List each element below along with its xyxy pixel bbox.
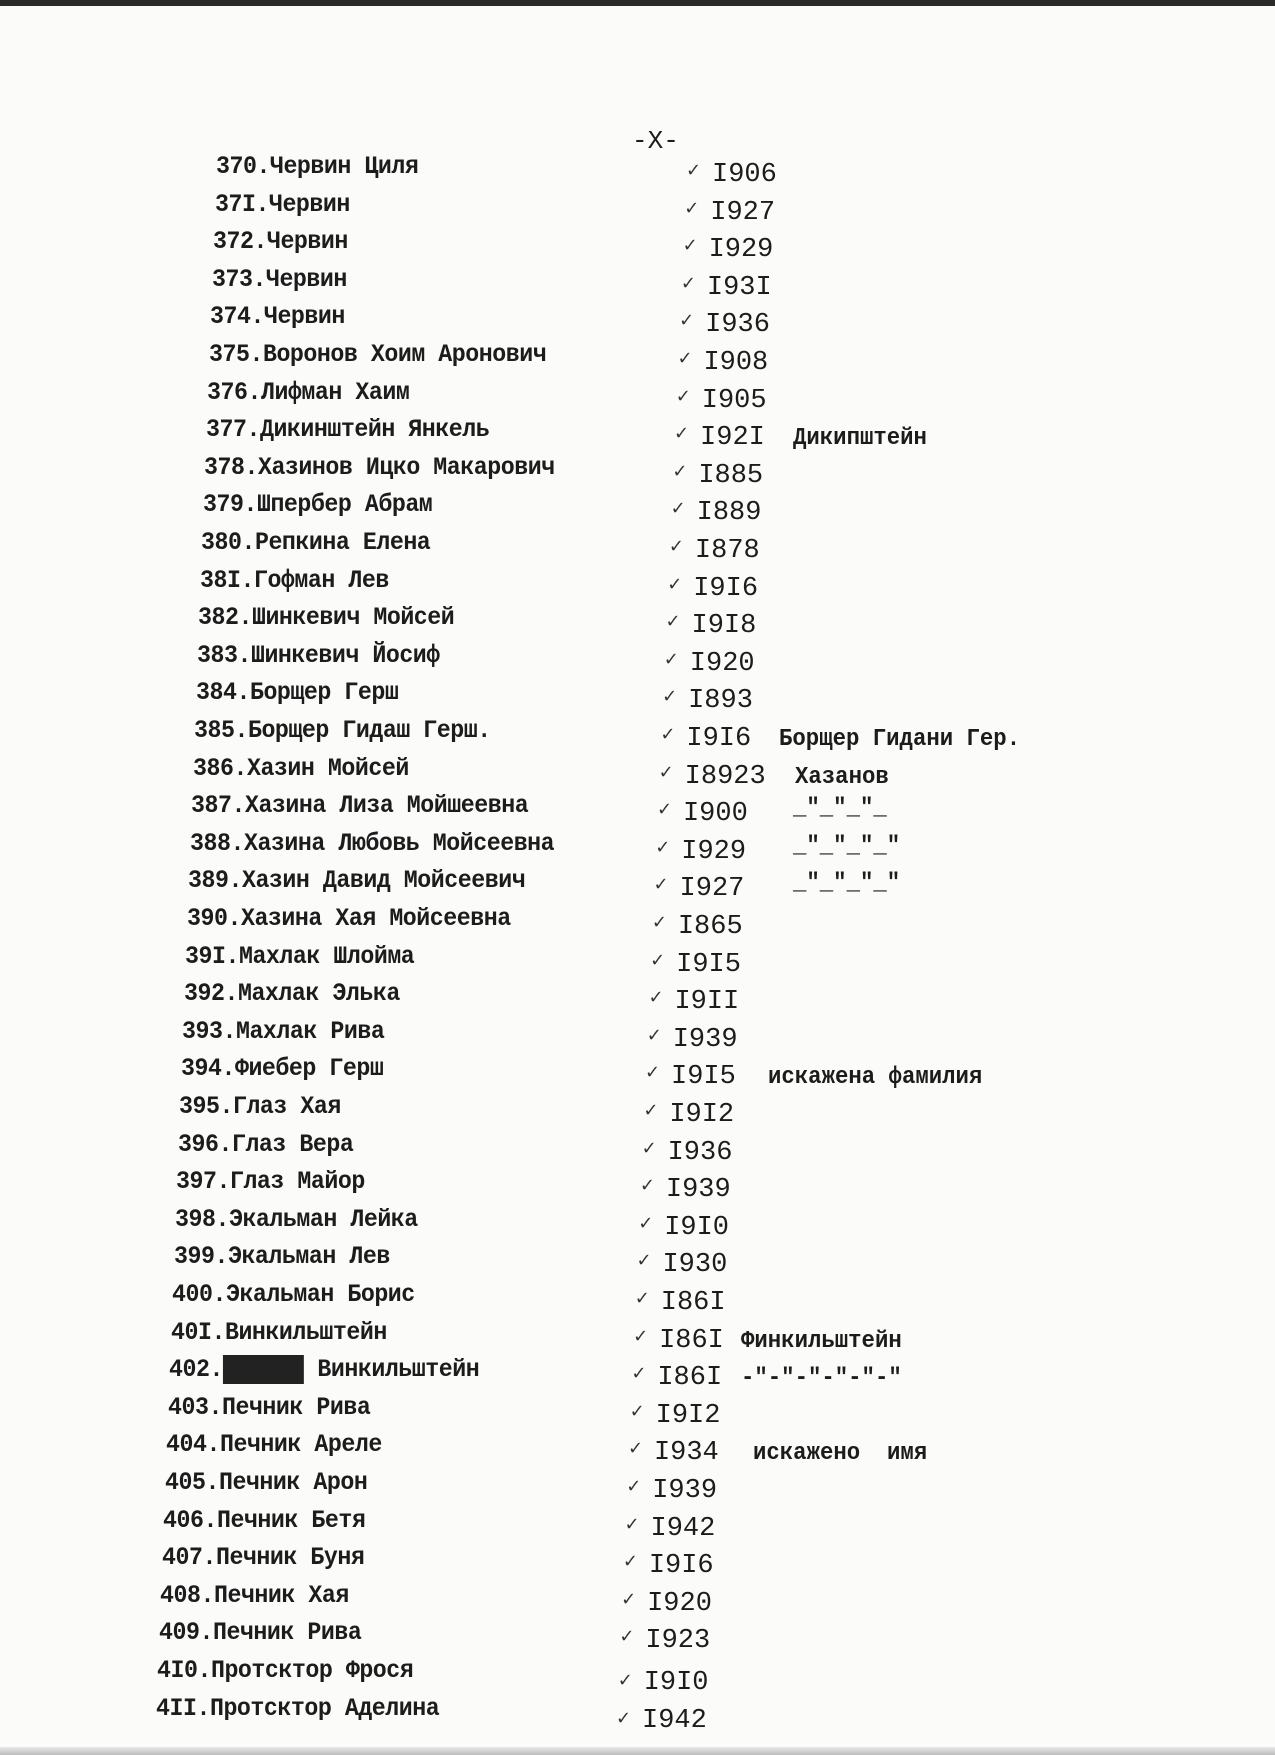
checkmark-icon: ✓ [626, 1476, 642, 1497]
entry-name [212, 265, 347, 294]
checkmark-icon: ✓ [667, 573, 683, 595]
birth-year: I906 [712, 160, 777, 190]
birth-year: I92I [700, 423, 765, 454]
entry-name [160, 1581, 349, 1610]
birth-year: I9I0 [643, 1668, 709, 1698]
entry-number: 379. [202, 490, 257, 520]
list-row [0, 1355, 1275, 1394]
birth-year: I9I8 [691, 611, 757, 642]
birth-year: I936 [705, 310, 770, 341]
entry-number: 408. [160, 1580, 215, 1610]
entry-name [197, 641, 440, 670]
list-row [0, 1280, 1275, 1316]
checkmark-icon: ✓ [656, 799, 673, 821]
entry-name [209, 340, 546, 369]
entry-name [156, 1694, 439, 1723]
entry-number: 390. [186, 904, 241, 933]
person-name: Глаз Вера [231, 1129, 354, 1159]
entry-name [200, 566, 389, 595]
entry-number: 400. [172, 1280, 227, 1309]
entry-number: 4I0. [157, 1656, 212, 1685]
entry-name [171, 1318, 387, 1347]
list-row [0, 1393, 1275, 1429]
checkmark-icon: ✓ [675, 385, 691, 407]
list-row [0, 415, 1275, 454]
list-row [0, 1618, 1275, 1657]
entry-number: 380. [201, 528, 256, 557]
correction-note: _"_"_"_ [793, 795, 887, 823]
checkmark-icon: ✓ [663, 648, 679, 670]
list-row [0, 942, 1275, 978]
entry-name [184, 979, 400, 1008]
list-row [0, 1167, 1275, 1206]
entry-name [213, 227, 348, 256]
person-name: Глаз Майор [230, 1167, 366, 1197]
list-row [0, 1092, 1275, 1128]
birth-year: I939 [665, 1175, 731, 1206]
entry-number: 407. [161, 1543, 216, 1573]
person-name: Шинкевич Йосиф [250, 640, 440, 670]
birth-year: I9I6 [686, 724, 752, 754]
list-row [0, 1318, 1275, 1354]
entry-name [190, 829, 554, 858]
checkmark-icon: ✓ [634, 1288, 650, 1309]
person-name: Махлак Рива [236, 1016, 385, 1046]
person-name: Червин [268, 189, 350, 219]
list-row [0, 716, 1275, 752]
entry-name [204, 453, 555, 482]
entry-number: 384. [195, 678, 250, 708]
list-row [0, 1581, 1275, 1617]
person-name: Лифман Хаим [261, 377, 410, 407]
correction-note: искажена фамилия [768, 1064, 983, 1092]
entry-name [185, 942, 414, 971]
entry-number: 409. [158, 1618, 213, 1648]
checkmark-icon: ✓ [655, 836, 671, 858]
list-row [0, 378, 1275, 414]
entry-number: 372. [213, 227, 268, 257]
birth-year: I9I6 [693, 573, 759, 604]
list-row [0, 1130, 1275, 1166]
entry-number: 374. [210, 302, 265, 332]
birth-year: I927 [710, 197, 776, 228]
person-name: Печник Хая [214, 1580, 350, 1610]
person-name: Хазина Лиза Мойшеевна [245, 791, 529, 821]
list-row [0, 603, 1275, 642]
list-row [0, 265, 1275, 301]
list-row [0, 791, 1275, 830]
scan-bottom-edge [0, 1747, 1275, 1755]
birth-year: I878 [694, 536, 760, 566]
entry-number: 4II. [156, 1693, 210, 1723]
person-name: Хазинов Ицко Макарович [258, 452, 555, 482]
birth-year: I93I [706, 272, 772, 303]
checkmark-icon: ✓ [627, 1438, 644, 1460]
birth-year: I930 [662, 1250, 728, 1281]
birth-year: I865 [677, 912, 743, 942]
person-name: Махлак Элька [237, 979, 400, 1009]
entry-number: 40I. [170, 1317, 225, 1347]
entry-name [169, 1355, 479, 1384]
correction-note: _"_"_"_" [793, 832, 901, 860]
person-name: Червин [267, 227, 348, 257]
entry-number: 37I. [214, 189, 269, 219]
checkmark-icon: ✓ [670, 498, 686, 520]
checkmark-icon: ✓ [639, 1175, 655, 1197]
person-name: Шинкевич Мойсей [252, 603, 455, 633]
birth-year: I889 [696, 498, 762, 529]
checkmark-icon: ✓ [641, 1137, 657, 1159]
checkmark-icon: ✓ [679, 310, 695, 332]
entry-name [194, 716, 491, 745]
birth-year: I920 [647, 1588, 712, 1619]
birth-year: I939 [652, 1476, 718, 1506]
checkmark-icon: ✓ [665, 611, 681, 633]
list-row [0, 904, 1275, 940]
entry-name [210, 302, 345, 331]
person-name: Шпербер Абрам [256, 490, 433, 520]
birth-year: I934 [653, 1438, 719, 1469]
birth-year: I905 [701, 385, 767, 416]
list-row [0, 1205, 1275, 1241]
entry-name [191, 791, 528, 820]
person-name: Протсктор Фрося [211, 1656, 414, 1685]
correction-note: Борщер Гидани Гер. [779, 726, 1021, 753]
correction-note: _"_"_"_" [793, 870, 901, 898]
entry-number: 38I. [199, 565, 254, 595]
entry-name [206, 415, 489, 444]
checkmark-icon: ✓ [650, 949, 666, 971]
person-name: Воронов Хоим Аронович [262, 340, 546, 369]
entry-name [159, 1618, 361, 1647]
correction-note: Хазанов [795, 763, 889, 791]
birth-year: I885 [698, 460, 764, 491]
entry-name [179, 1092, 341, 1121]
entry-name [166, 1430, 382, 1459]
person-name: Хазина Хая Мойсеевна [240, 904, 511, 933]
person-name: Винкильштейн [224, 1317, 387, 1347]
birth-year: I9I2 [655, 1400, 721, 1431]
checkmark-icon: ✓ [636, 1250, 652, 1272]
birth-year: I86I [657, 1363, 723, 1394]
checkmark-icon: ✓ [645, 1062, 661, 1084]
birth-year: I942 [650, 1513, 716, 1544]
entry-number: 398. [175, 1204, 229, 1234]
birth-year: I9I5 [671, 1062, 736, 1093]
struck-out-text: Виииии [223, 1355, 305, 1385]
list-row [0, 227, 1275, 266]
birth-year: I86I [660, 1288, 726, 1318]
birth-year: I939 [672, 1024, 738, 1055]
entry-name [216, 152, 418, 181]
entry-name [188, 866, 525, 895]
birth-year: I929 [681, 836, 747, 867]
list-row [0, 152, 1275, 188]
entry-number: 383. [196, 640, 251, 670]
birth-year: I86I [659, 1325, 724, 1356]
person-name: Махлак Шлойма [239, 941, 415, 971]
birth-year: I8923 [684, 761, 766, 792]
correction-note: Финкильштейн [741, 1327, 902, 1355]
entry-number: 404. [166, 1430, 221, 1460]
entry-name [207, 378, 409, 407]
person-name: Дикинштейн Янкель [259, 415, 489, 445]
list-row [0, 566, 1275, 602]
page-marker: -X- [632, 126, 679, 156]
checkmark-icon: ✓ [629, 1400, 645, 1422]
entry-name [201, 528, 430, 557]
entry-name [203, 490, 432, 519]
birth-year: I9I5 [676, 949, 741, 980]
entry-name [176, 1167, 365, 1196]
birth-year: I9I2 [669, 1100, 735, 1130]
list-row [0, 866, 1275, 905]
birth-year: I927 [679, 874, 745, 905]
person-name: Винкильштейн [317, 1355, 480, 1385]
entry-number: 382. [198, 603, 253, 633]
birth-year: I908 [703, 348, 769, 378]
person-name: Печник Ареле [220, 1430, 383, 1460]
person-name: Печник Арон [218, 1468, 368, 1497]
person-name: Борщер Гидаш Герш. [248, 716, 491, 745]
person-name: Протсктор Аделина [209, 1693, 440, 1723]
list-row [0, 1468, 1275, 1504]
list-row [0, 1543, 1275, 1582]
entry-number: 39I. [185, 941, 240, 971]
birth-year: I900 [682, 799, 748, 830]
entry-name [175, 1205, 418, 1234]
entry-name [215, 190, 350, 219]
entry-number: 406. [163, 1505, 218, 1535]
entry-name [187, 904, 511, 933]
person-name: Червин [264, 302, 346, 332]
entry-number: 389. [188, 866, 243, 896]
list-row [0, 754, 1275, 790]
entry-number: 405. [164, 1468, 219, 1497]
birth-year: I923 [645, 1626, 711, 1657]
entry-number: 396. [177, 1129, 232, 1159]
entry-number: 370. [216, 152, 270, 181]
entry-number: 402. [169, 1355, 224, 1385]
entry-number: 386. [192, 753, 247, 783]
person-name: Хазин Давид Мойсеевич [242, 866, 526, 896]
entry-number: 377. [205, 415, 260, 445]
entry-number: 378. [204, 452, 259, 482]
entry-name [157, 1656, 413, 1685]
checkmark-icon: ✓ [616, 1707, 632, 1729]
birth-year: I9I6 [648, 1551, 714, 1582]
scan-top-edge [0, 0, 1275, 6]
person-name: Червин Циля [269, 152, 419, 181]
birth-year: I929 [708, 235, 774, 266]
entry-number: 387. [191, 791, 246, 821]
person-name: Печник Буня [215, 1543, 365, 1573]
birth-year: I936 [667, 1137, 733, 1168]
list-row [0, 829, 1275, 865]
entry-name [165, 1468, 367, 1497]
checkmark-icon: ✓ [643, 1100, 659, 1121]
entry-number: 375. [208, 340, 263, 369]
list-row [0, 302, 1275, 341]
entry-name [181, 1054, 383, 1083]
list-row [0, 528, 1275, 564]
checkmark-icon: ✓ [684, 197, 700, 219]
checkmark-icon: ✓ [617, 1670, 633, 1691]
correction-note: искажено имя [753, 1440, 928, 1468]
correction-note: Дикипштейн [793, 425, 927, 453]
entry-number: 373. [211, 264, 266, 294]
entry-number: 403. [167, 1392, 222, 1422]
list-row [0, 340, 1275, 376]
checkmark-icon: ✓ [660, 724, 676, 745]
checkmark-icon: ✓ [653, 874, 669, 896]
checkmark-icon: ✓ [668, 536, 685, 557]
checkmark-icon: ✓ [646, 1024, 662, 1046]
entry-number: 399. [173, 1242, 228, 1272]
person-name: Печник Рива [221, 1392, 371, 1422]
list-row [0, 1242, 1275, 1281]
list-row [0, 1693, 1275, 1736]
checkmark-icon: ✓ [621, 1588, 637, 1610]
checkmark-icon: ✓ [638, 1212, 654, 1234]
entry-name [174, 1242, 390, 1271]
person-name: Гофман Лев [253, 565, 389, 595]
entry-number: 394. [180, 1054, 235, 1084]
checkmark-icon: ✓ [633, 1325, 649, 1347]
person-name: Глаз Хая [233, 1092, 342, 1121]
entry-name [163, 1506, 365, 1535]
list-row [0, 190, 1275, 226]
entry-number: 395. [179, 1092, 234, 1121]
entry-name [178, 1130, 353, 1159]
person-name: Борщер Герш [249, 678, 398, 708]
checkmark-icon: ✓ [682, 235, 698, 257]
entry-number: 397. [176, 1167, 231, 1197]
entry-name [162, 1543, 364, 1572]
entry-number: 376. [207, 377, 262, 407]
list-row [0, 490, 1275, 529]
list-row [0, 1506, 1275, 1542]
list-row [0, 979, 1275, 1018]
birth-year: I920 [689, 648, 755, 679]
entry-name [196, 678, 398, 707]
checkmark-icon: ✓ [662, 686, 678, 708]
checkmark-icon: ✓ [622, 1551, 638, 1573]
list-row [0, 641, 1275, 677]
checkmark-icon: ✓ [648, 987, 664, 1009]
list-row [0, 678, 1275, 717]
list-row [0, 1656, 1275, 1698]
checkmark-icon: ✓ [672, 460, 688, 482]
entry-number: 385. [194, 716, 249, 745]
birth-year: I893 [688, 686, 753, 717]
entry-name [198, 603, 454, 632]
person-name: Репкина Елена [255, 528, 431, 557]
checkmark-icon: ✓ [674, 423, 690, 445]
person-name: Печник Рива [212, 1618, 362, 1648]
checkmark-icon: ✓ [619, 1626, 635, 1648]
entry-name [168, 1393, 370, 1422]
entry-name [182, 1017, 384, 1046]
birth-year: I9I0 [664, 1212, 729, 1243]
entry-name [172, 1280, 415, 1309]
birth-year: I9II [674, 987, 740, 1018]
checkmark-icon: ✓ [624, 1513, 640, 1535]
entry-name [193, 754, 409, 783]
list-row [0, 453, 1275, 489]
checkmark-icon: ✓ [651, 912, 667, 933]
person-name: Фиебер Герш [234, 1054, 384, 1084]
checkmark-icon: ✓ [658, 761, 674, 783]
person-name: Экальман Борис [226, 1280, 415, 1309]
person-name: Экальман Лев [227, 1242, 390, 1272]
list-row [0, 1430, 1275, 1469]
person-name: Червин [265, 264, 347, 294]
person-name: Печник Бетя [217, 1505, 366, 1535]
entry-number: 392. [183, 979, 238, 1009]
person-name: Хазин Мойсей [246, 753, 409, 783]
birth-year: I942 [642, 1705, 707, 1736]
checkmark-icon: ✓ [680, 272, 696, 294]
list-row [0, 1017, 1275, 1053]
correction-note: -"-"-"-"-"-" [741, 1365, 902, 1393]
list-row [0, 1054, 1275, 1093]
person-name: Экальман Лейка [228, 1204, 418, 1234]
checkmark-icon: ✓ [677, 348, 693, 369]
checkmark-icon: ✓ [631, 1363, 647, 1385]
person-name: Хазина Любовь Мойсеевна [243, 828, 554, 858]
checkmark-icon: ✓ [686, 160, 702, 181]
entry-number: 388. [189, 828, 244, 858]
entry-number: 393. [182, 1016, 237, 1046]
